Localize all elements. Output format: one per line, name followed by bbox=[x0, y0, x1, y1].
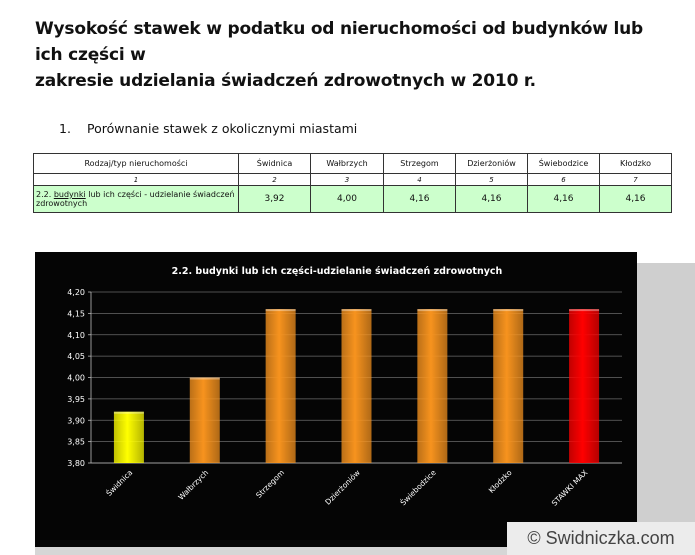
value-cell: 3,92 bbox=[239, 186, 311, 213]
y-tick-label: 4,15 bbox=[67, 309, 85, 319]
x-tick-label: Świdnica bbox=[104, 468, 135, 498]
y-tick-label: 4,05 bbox=[67, 352, 85, 362]
index-cell: 6 bbox=[528, 174, 600, 186]
x-tick-label: STAWKI MAX bbox=[549, 468, 590, 508]
x-tick-label: Strzegom bbox=[254, 468, 287, 500]
chart-title: 2.2. budynki lub ich części-udzielanie świadczeń zdrowotnych bbox=[171, 266, 503, 277]
bar-highlight bbox=[569, 309, 599, 311]
type-prefix: 2.2. bbox=[36, 190, 54, 199]
header-cell: Dzierżoniów bbox=[456, 154, 528, 174]
header-cell: Strzegom bbox=[384, 154, 456, 174]
bar bbox=[569, 309, 599, 463]
document-title bbox=[35, 16, 675, 94]
bar-highlight bbox=[493, 309, 523, 311]
bar-highlight bbox=[266, 309, 296, 311]
index-cell: 4 bbox=[384, 174, 456, 186]
bar-highlight bbox=[190, 378, 220, 380]
type-rest: lub ich części - udzielanie świadczeń zdrowotnych bbox=[36, 190, 235, 208]
index-cell: 7 bbox=[600, 174, 672, 186]
rates-comparison-table bbox=[33, 153, 672, 213]
gray-background-block bbox=[637, 263, 695, 555]
y-tick-label: 3,80 bbox=[67, 459, 85, 468]
value-cell: 4,00 bbox=[311, 186, 384, 213]
watermark: © Swidniczka.com bbox=[507, 522, 695, 555]
y-tick-label: 3,85 bbox=[67, 437, 85, 447]
section-heading bbox=[59, 121, 357, 136]
index-cell: 5 bbox=[456, 174, 528, 186]
value-cell: 4,16 bbox=[600, 186, 672, 213]
bar bbox=[266, 309, 296, 463]
bar bbox=[190, 378, 220, 464]
value-cell: 4,16 bbox=[456, 186, 528, 213]
y-tick-label: 4,10 bbox=[67, 330, 85, 340]
property-type-cell bbox=[34, 186, 239, 213]
bar-chart-svg bbox=[35, 252, 637, 547]
y-tick-label: 3,95 bbox=[67, 394, 85, 404]
table-index-row bbox=[34, 174, 672, 186]
x-tick-label: Dzierżoniów bbox=[323, 468, 362, 507]
y-tick-label: 4,20 bbox=[67, 288, 85, 297]
header-cell: Świdnica bbox=[239, 154, 311, 174]
bar-highlight bbox=[114, 412, 144, 414]
y-tick-label: 4,00 bbox=[67, 373, 85, 383]
header-cell: Kłodzko bbox=[600, 154, 672, 174]
index-cell: 1 bbox=[34, 174, 239, 186]
x-tick-label: Świebodzice bbox=[398, 468, 438, 508]
type-underlined: budynki bbox=[53, 190, 86, 199]
document-title-line-2: zakresie udzielania świadczeń zdrowotnych w 2010 r. bbox=[35, 71, 536, 91]
header-cell: Rodzaj/typ nieruchomości bbox=[34, 154, 239, 174]
value-cell: 4,16 bbox=[528, 186, 600, 213]
bar-chart bbox=[35, 252, 637, 547]
section-number: 1. bbox=[59, 121, 71, 136]
header-cell: Świebodzice bbox=[528, 154, 600, 174]
x-tick-label: Kłodzko bbox=[486, 468, 514, 495]
x-tick-label: Wałbrzych bbox=[176, 468, 211, 502]
value-cell: 4,16 bbox=[384, 186, 456, 213]
bar bbox=[417, 309, 447, 463]
document-title-line-1: Wysokość stawek w podatku od nieruchomości od budynków lub ich części w bbox=[35, 19, 643, 65]
header-cell: Wałbrzych bbox=[311, 154, 384, 174]
y-tick-label: 3,90 bbox=[67, 416, 85, 426]
table-row bbox=[34, 186, 672, 213]
index-cell: 2 bbox=[239, 174, 311, 186]
index-cell: 3 bbox=[311, 174, 384, 186]
bar bbox=[114, 412, 144, 463]
section-title: Porównanie stawek z okolicznymi miastami bbox=[86, 121, 358, 136]
bar bbox=[342, 309, 372, 463]
table-header-row bbox=[34, 154, 672, 174]
bar-highlight bbox=[417, 309, 447, 311]
bar-highlight bbox=[342, 309, 372, 311]
bar bbox=[493, 309, 523, 463]
